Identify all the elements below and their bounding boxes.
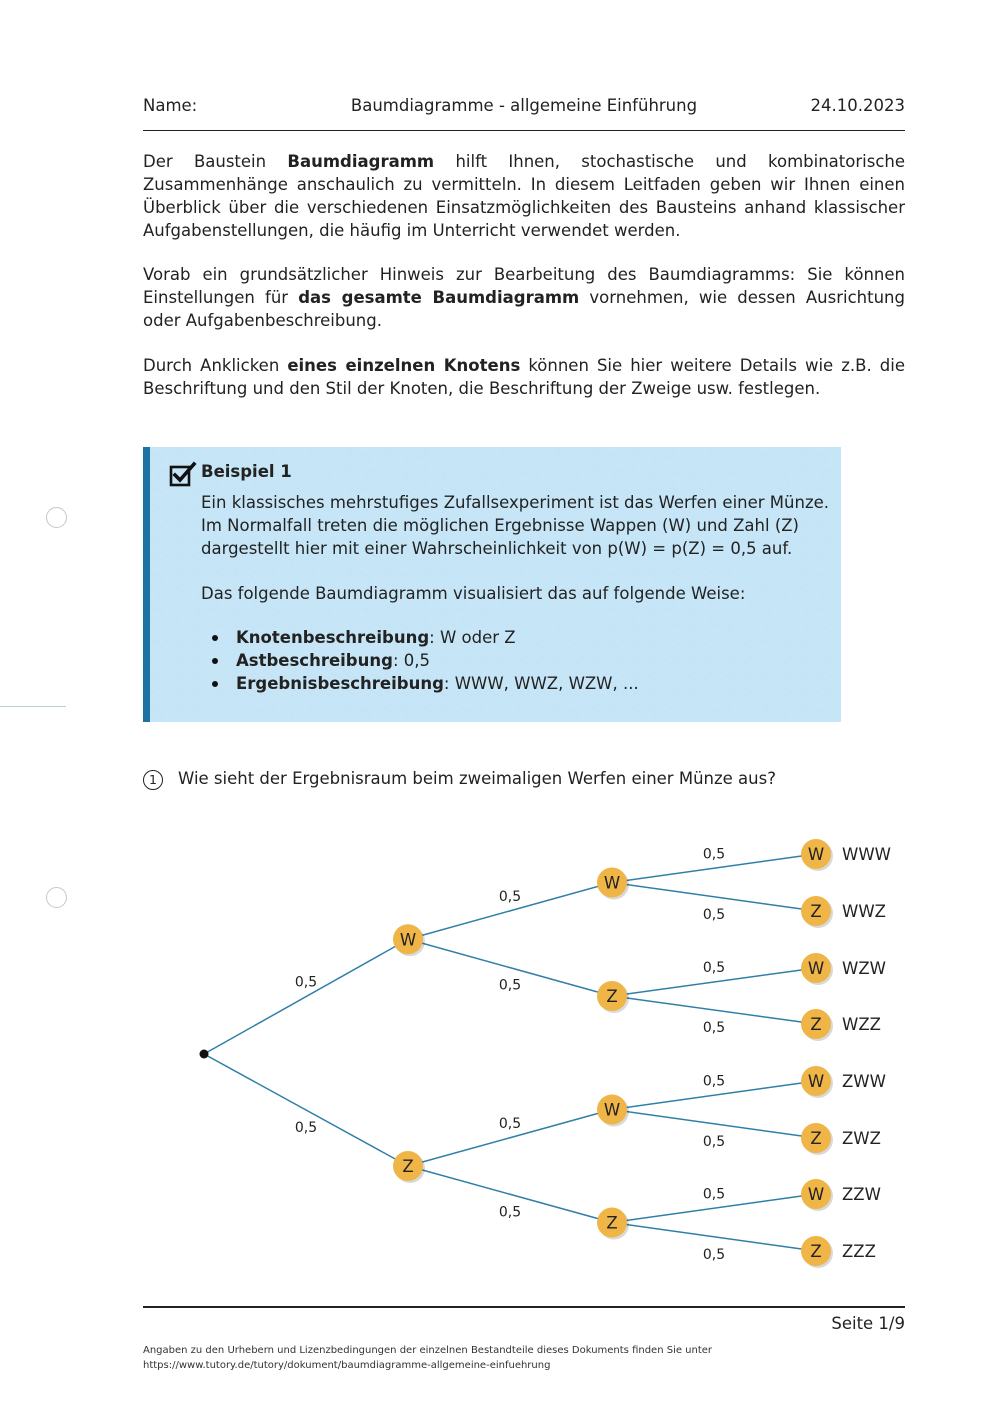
edge-label: 0,5 <box>702 1073 726 1090</box>
node-label: Z <box>606 987 618 1006</box>
edge-label: 0,5 <box>702 906 726 923</box>
list-item: Ergebnisbeschreibung: WWW, WWZ, WZW, ... <box>201 672 639 695</box>
tree-node[interactable] <box>393 1151 425 1183</box>
node-label: Z <box>810 1015 822 1034</box>
example-title: Beispiel 1 <box>201 462 292 481</box>
outcome-label: WZW <box>842 959 886 978</box>
node-label: W <box>807 1185 825 1204</box>
checkbox-checked-icon <box>169 461 197 487</box>
footer-divider <box>143 1306 905 1308</box>
tree-diagram <box>0 830 1000 1280</box>
node-label: W <box>807 959 825 978</box>
edge-label: 0,5 <box>294 974 318 991</box>
example-line: Das folgende Baumdiagramm visualisiert das auf folgende Weise: <box>201 584 746 603</box>
outcome-label: WWZ <box>842 902 886 921</box>
tree-node[interactable] <box>801 896 833 928</box>
fold-mark <box>0 706 66 707</box>
node-label: Z <box>606 1213 618 1233</box>
edge-label: 0,5 <box>702 1186 726 1203</box>
node-label: Z <box>402 1157 414 1176</box>
edge-label: 0,5 <box>702 960 726 976</box>
tree-node[interactable] <box>597 981 629 1013</box>
list-item: Knotenbeschreibung: W oder Z <box>201 626 639 649</box>
tree-node[interactable] <box>801 1009 833 1041</box>
outcome-label: ZZW <box>842 1185 881 1204</box>
credits: Angaben zu den Urhebern und Lizenzbedingungen der einzelnen Bestandteile dieses Dokuments finden Sie unter https://www.tutory.de/tutory/dokument/baumdiagramme-allgemeine-einfuehrung <box>143 1343 843 1373</box>
outcome-label: ZZZ <box>842 1242 876 1261</box>
outcome-label: ZWZ <box>842 1129 881 1148</box>
tree-node[interactable] <box>597 868 629 900</box>
tree-node[interactable] <box>393 924 425 956</box>
node-label: Z <box>810 1242 822 1261</box>
outcome-label: WZZ <box>842 1015 881 1034</box>
example-bullet-list <box>201 626 639 695</box>
credits-link[interactable]: https://www.tutory.de/tutory/dokument/baumdiagramme-allgemeine-einfuehrung <box>143 1360 551 1371</box>
list-item: Astbeschreibung: 0,5 <box>201 649 639 672</box>
tree-node[interactable] <box>801 1236 833 1268</box>
node-label: W <box>807 845 825 864</box>
edge-label: 0,5 <box>702 1133 726 1150</box>
intro-paragraph-3: Durch Anklicken eines einzelnen Knotens können Sie hier weitere Details wie z.B. die Beschriftung und den Stil der Knoten, die Beschriftung der Zweige usw. festlegen. <box>143 356 905 398</box>
punch-hole-mark <box>46 507 67 528</box>
page-header <box>143 96 905 131</box>
tree-node[interactable] <box>801 1123 833 1155</box>
task-number-badge: 1 <box>143 770 163 790</box>
edge-label: 0,5 <box>498 977 522 994</box>
outcome-label: ZWW <box>842 1072 886 1091</box>
edge-label: 0,5 <box>702 1246 726 1263</box>
branch-level-1 <box>204 939 408 1054</box>
node-label: W <box>603 873 621 893</box>
branch-level-1 <box>204 1054 408 1166</box>
node-label: W <box>807 1072 825 1091</box>
example-line: Ein klassisches mehrstufiges Zufallsexperiment ist das Werfen einer Münze. <box>201 493 830 512</box>
tree-node[interactable] <box>801 953 833 985</box>
example-line: dargestellt hier mit einer Wahrscheinlichkeit von p(W) = p(Z) = 0,5 auf. <box>201 539 793 558</box>
node-label: Z <box>810 1129 822 1148</box>
intro-paragraph-1: Der Baustein Baumdiagramm hilft Ihnen, stochastische und kombinatorische Zusammenhänge anschaulich zu vermitteln. In diesem Leitfaden geben wir Ihnen einen Überblick über die verschiedenen Einsatzmöglichkeiten des Bausteins anhand klassischer Aufgabenstellungen, die häufig im Unterricht verwendet werden. <box>143 152 906 240</box>
page-number: Seite 1/9 <box>831 1314 905 1333</box>
name-label: Name: <box>143 96 198 115</box>
tree-node[interactable] <box>597 1095 629 1127</box>
intro-paragraph-2: Vorab ein grundsätzlicher Hinweis zur Bearbeitung des Baumdiagramms: Sie können Einstellungen für das gesamte Baumdiagramm vornehmen, wie dessen Ausrichtung oder Aufgabenbeschreibung. <box>143 265 905 330</box>
edge-label: 0,5 <box>498 1204 522 1221</box>
outcome-label: WWW <box>842 845 891 864</box>
node-label: W <box>603 1100 621 1120</box>
document-date: 24.10.2023 <box>810 96 905 115</box>
task-question: Wie sieht der Ergebnisraum beim zweimaligen Werfen einer Münze aus? <box>178 769 776 788</box>
tree-node[interactable] <box>801 1179 833 1211</box>
root-node <box>200 1050 209 1059</box>
edge-label: 0,5 <box>294 1120 318 1136</box>
tree-node[interactable] <box>597 1208 629 1240</box>
tree-node[interactable] <box>801 839 833 871</box>
document-title: Baumdiagramme - allgemeine Einführung <box>350 96 698 115</box>
node-label: W <box>399 930 417 950</box>
edge-label: 0,5 <box>498 888 522 905</box>
node-label: Z <box>810 902 822 921</box>
edge-label: 0,5 <box>702 846 726 863</box>
example-line: Im Normalfall treten die möglichen Ergebnisse Wappen (W) und Zahl (Z) <box>201 516 799 535</box>
edge-label: 0,5 <box>498 1115 522 1132</box>
tree-node[interactable] <box>801 1066 833 1098</box>
example-box <box>143 447 841 722</box>
edge-label: 0,5 <box>702 1020 726 1036</box>
